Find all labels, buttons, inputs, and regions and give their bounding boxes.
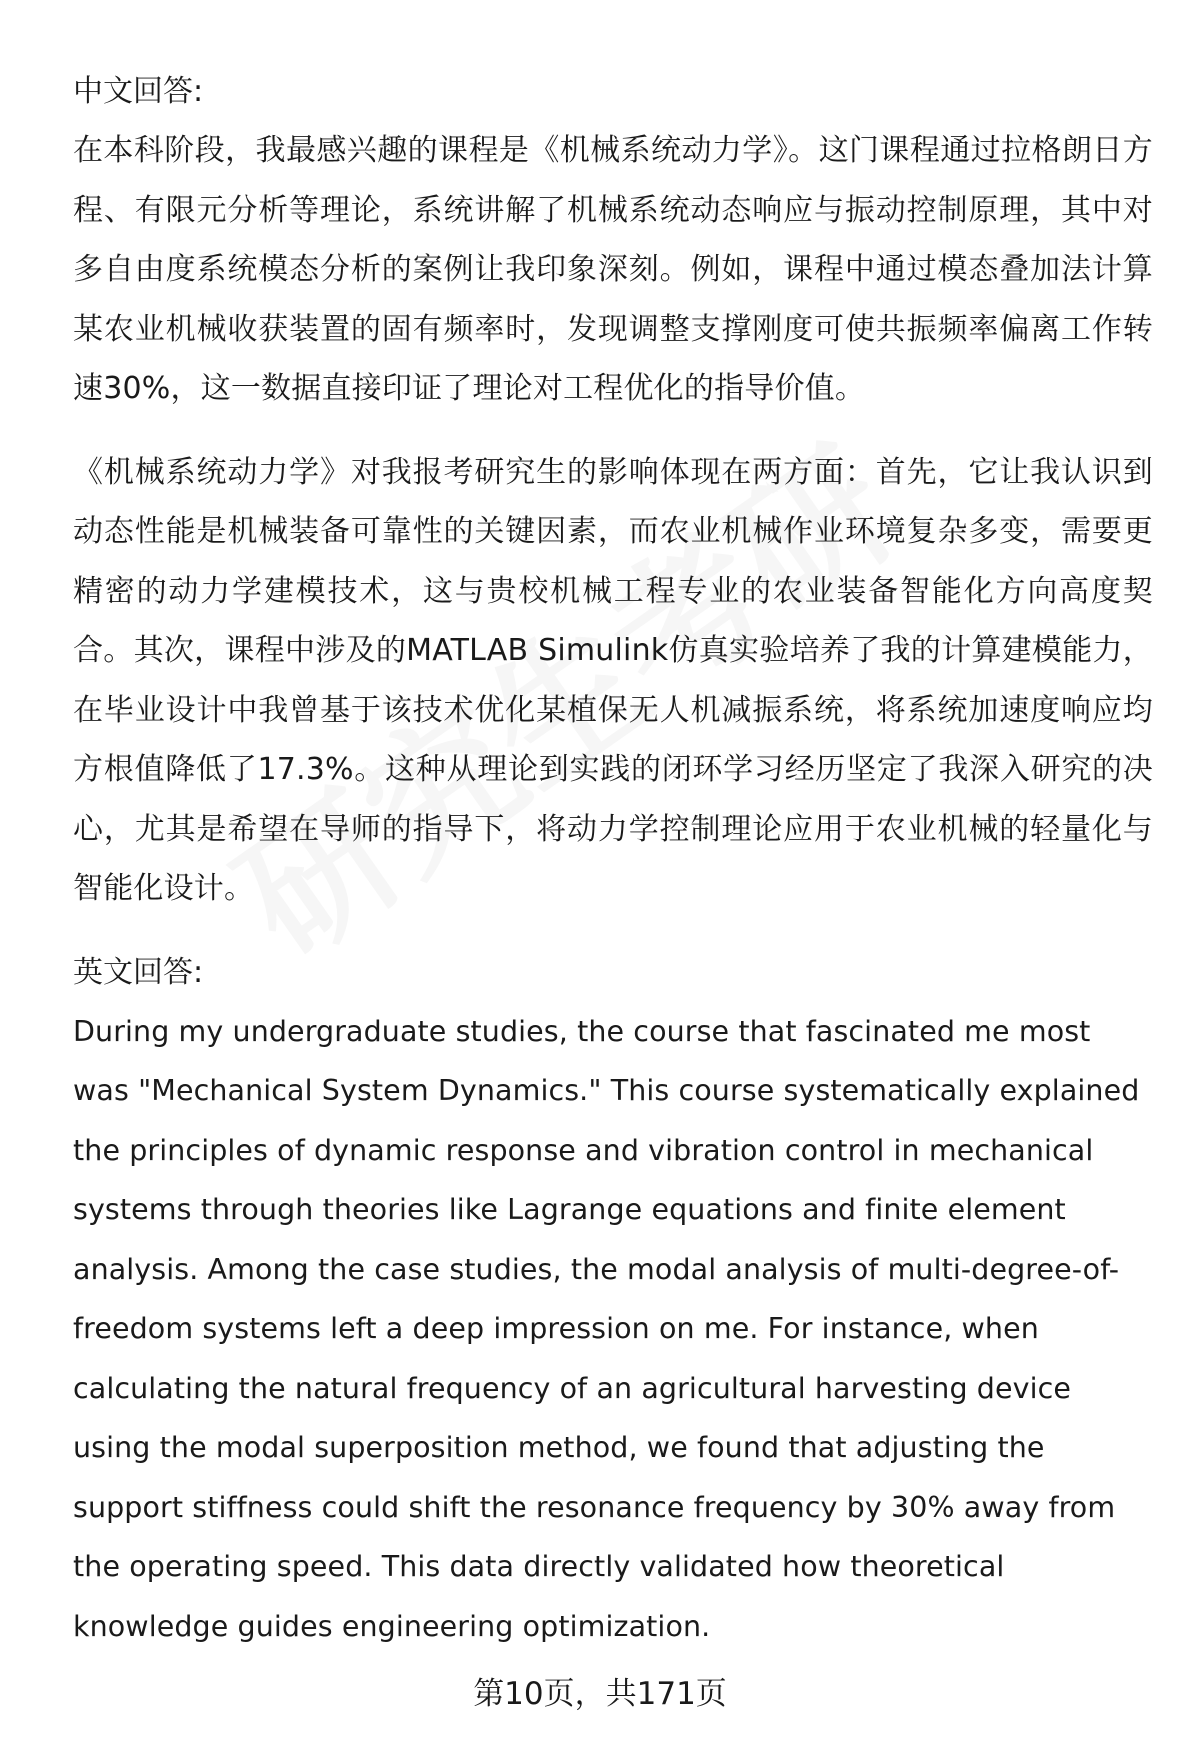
page-number-footer: 第10页，共171页 [473,1676,727,1712]
english-paragraph-1: During my undergraduate studies, the course that fascinated me most was "Mechanical System Dynamics." This course systematically explained the principles of dynamic response and vibration control in mechanical systems through theories like Lagrange equations and finite element analysis. Among the case studies, the modal analysis of multi-degree-of-freedom systems left a deep impression on me. For instance, when calculating the natural frequency of an agricultural harvesting device using the modal superposition method, we found that adjusting the support stiffness could shift the resonance frequency by 30% away from the operating speed. This data directly validated how theoretical knowledge guides engineering optimization. [73,1014,1140,1643]
chinese-paragraph-2: 《机械系统动力学》对我报考研究生的影响体现在两方面：首先，它让我认识到动态性能是机械装备可靠性的关键因素，而农业机械作业环境复杂多变，需要更精密的动力学建模技术，这与贵校机械工程专业的农业装备智能化方向高度契合。其次，课程中涉及的MATLAB Simulink仿真实验培养了我的计算建模能力，在毕业设计中我曾基于该技术优化某植保无人机减振系统，将系统加速度响应均方根值降低了17.3%。这种从理论到实践的闭环学习经历坚定了我深入研究的决心，尤其是希望在导师的指导下，将动力学控制理论应用于农业机械的轻量化与智能化设计。 [73,454,1153,906]
chinese-answer-heading: 中文回答: [73,74,204,109]
chinese-paragraph-1: 在本科阶段，我最感兴趣的课程是《机械系统动力学》。这门课程通过拉格朗日方程、有限元分析等理论，系统讲解了机械系统动态响应与振动控制原理，其中对多自由度系统模态分析的案例让我印象深刻。例如，课程中通过模态叠加法计算某农业机械收获装置的固有频率时，发现调整支撑刚度可使共振频率偏离工作转速30%，这一数据直接印证了理论对工程优化的指导价值。 [73,133,1153,406]
document-body [73,62,1153,1656]
english-answer-heading: 英文回答: [73,954,204,990]
